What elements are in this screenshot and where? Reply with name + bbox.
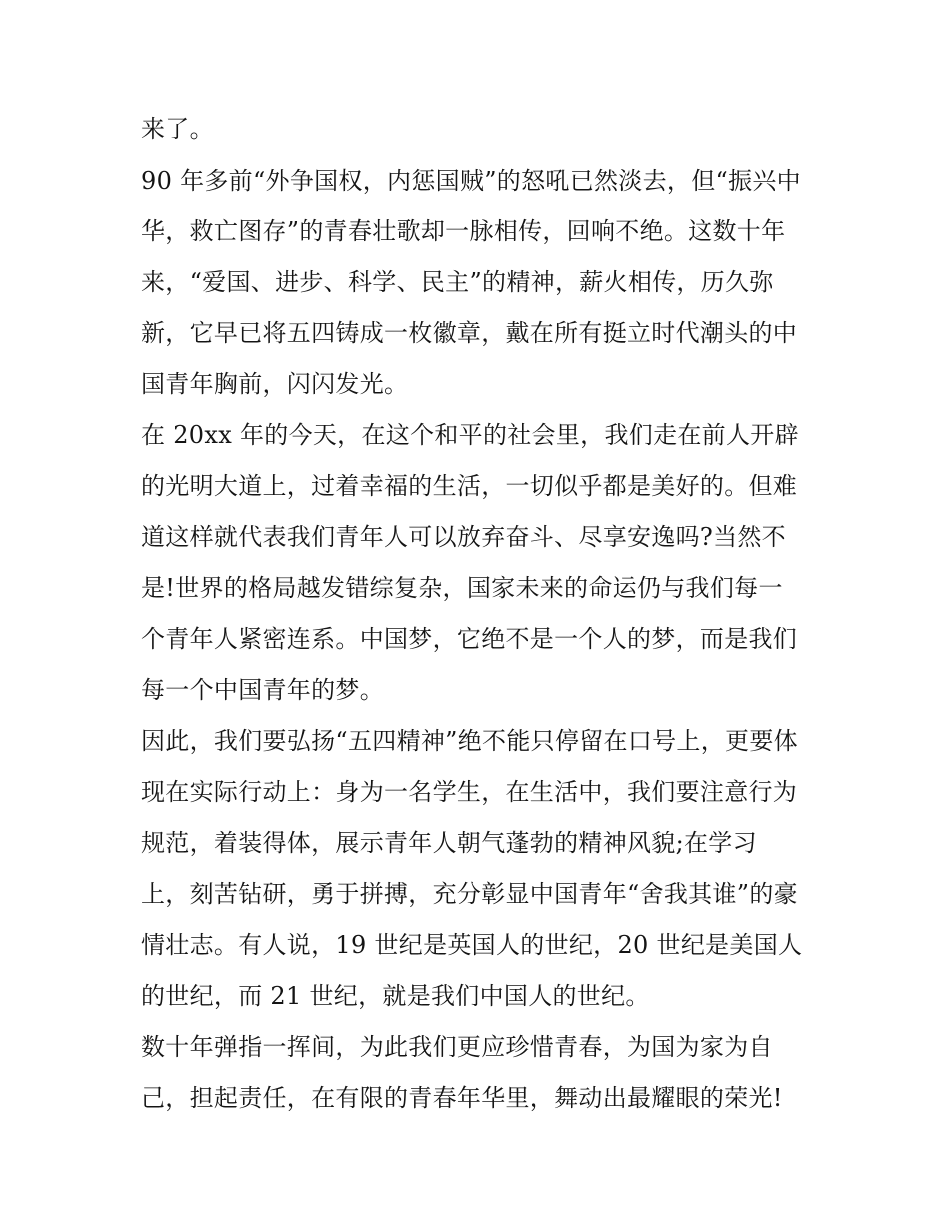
text-line: 因此，我们要弘扬“五四精神”绝不能只停留在口号上，更要体 [141, 727, 798, 755]
text-line: 数十年弹指一挥间，为此我们更应珍惜青春，为国为家为自 [141, 1033, 773, 1061]
text-line: 情壮志。有人说，19 世纪是英国人的世纪，20 世纪是美国人 [141, 931, 803, 959]
text-line: 华，救亡图存”的青春壮歌却一脉相传，回响不绝。这数十年 [141, 217, 786, 245]
text-line: 国青年胸前，闪闪发光。 [141, 370, 409, 398]
text-line: 规范，着装得体，展示青年人朝气蓬勃的精神风貌;在学习 [141, 829, 757, 857]
text-line: 每一个中国青年的梦。 [141, 676, 384, 704]
text-line: 道这样就代表我们青年人可以放弃奋斗、尽享安逸吗?当然不 [141, 523, 786, 551]
text-line: 个青年人紧密连系。中国梦，它绝不是一个人的梦，而是我们 [141, 625, 798, 653]
text-line: 90 年多前“外争国权，内惩国贼”的怒吼已然淡去，但“振兴中 [141, 167, 801, 195]
text-line: 的世纪，而 21 世纪，就是我们中国人的世纪。 [141, 982, 650, 1010]
text-line: 来了。 [141, 115, 214, 143]
text-line: 来，“爱国、进步、科学、民主”的精神，薪火相传，历久弥 [141, 268, 774, 296]
text-line: 新，它早已将五四铸成一枚徽章，戴在所有挺立时代潮头的中 [141, 319, 798, 347]
text-line: 上，刻苦钻研，勇于拼搏，充分彰显中国青年“舍我其谁”的豪 [141, 880, 798, 908]
text-line: 的光明大道上，过着幸福的生活，一切似乎都是美好的。但难 [141, 472, 798, 500]
text-line: 在 20xx 年的今天，在这个和平的社会里，我们走在前人开辟 [141, 421, 799, 449]
text-line: 是!世界的格局越发错综复杂，国家未来的命运仍与我们每一 [141, 574, 783, 602]
text-line: 己，担起责任，在有限的青春年华里，舞动出最耀眼的荣光! [141, 1084, 783, 1112]
text-line: 现在实际行动上：身为一名学生，在生活中，我们要注意行为 [141, 778, 798, 806]
